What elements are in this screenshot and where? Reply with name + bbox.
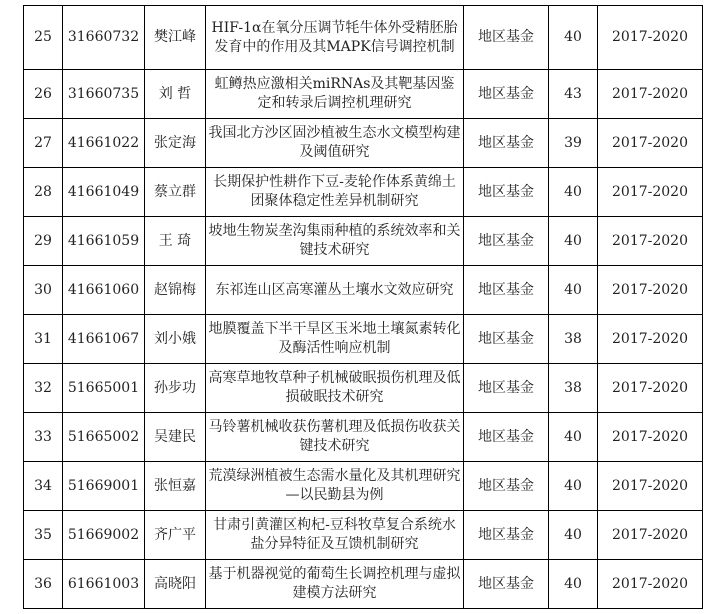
project-id: 41661059 [63, 217, 145, 266]
table-row [24, 217, 703, 266]
project-period: 2017-2020 [598, 364, 703, 413]
project-period: 2017-2020 [598, 560, 703, 609]
project-id: 41661049 [63, 168, 145, 217]
project-id: 51665001 [63, 364, 145, 413]
project-title: 坡地生物炭垄沟集雨种植的系统效率和关键技术研究 [206, 217, 464, 266]
fund-type: 地区基金 [464, 266, 549, 315]
project-period: 2017-2020 [598, 6, 703, 70]
table-row [24, 413, 703, 462]
fund-type: 地区基金 [464, 511, 549, 560]
fund-type: 地区基金 [464, 560, 549, 609]
project-period: 2017-2020 [598, 511, 703, 560]
row-number: 29 [24, 217, 63, 266]
project-id: 31660732 [63, 6, 145, 70]
project-period: 2017-2020 [598, 315, 703, 364]
table-row [24, 315, 703, 364]
fund-type: 地区基金 [464, 119, 549, 168]
row-number: 26 [24, 70, 63, 119]
principal-investigator: 吴建民 [145, 413, 206, 462]
row-number: 27 [24, 119, 63, 168]
table-row [24, 560, 703, 609]
fund-type: 地区基金 [464, 413, 549, 462]
principal-investigator: 张恒嘉 [145, 462, 206, 511]
principal-investigator: 张定海 [145, 119, 206, 168]
project-period: 2017-2020 [598, 217, 703, 266]
funding-amount: 40 [549, 266, 598, 315]
funding-amount: 39 [549, 119, 598, 168]
table-row [24, 266, 703, 315]
funding-amount: 40 [549, 413, 598, 462]
project-period: 2017-2020 [598, 70, 703, 119]
fund-type: 地区基金 [464, 168, 549, 217]
principal-investigator: 樊江峰 [145, 6, 206, 70]
funding-amount: 40 [549, 168, 598, 217]
fund-type: 地区基金 [464, 462, 549, 511]
project-title: 马铃薯机械收获伤薯机理及低损伤收获关键技术研究 [206, 413, 464, 462]
grants-table-body [24, 6, 703, 609]
project-title: 虹鳟热应激相关miRNAs及其靶基因鉴定和转录后调控机理研究 [206, 70, 464, 119]
funding-amount: 40 [549, 217, 598, 266]
project-title: 荒漠绿洲植被生态需水量化及其机理研究—以民勤县为例 [206, 462, 464, 511]
table-row [24, 168, 703, 217]
fund-type: 地区基金 [464, 364, 549, 413]
principal-investigator: 赵锦梅 [145, 266, 206, 315]
project-id: 31660735 [63, 70, 145, 119]
row-number: 30 [24, 266, 63, 315]
funding-amount: 40 [549, 560, 598, 609]
project-title: 长期保护性耕作下豆-麦轮作体系黄绵土团聚体稳定性差异机制研究 [206, 168, 464, 217]
principal-investigator: 蔡立群 [145, 168, 206, 217]
fund-type: 地区基金 [464, 217, 549, 266]
funding-amount: 40 [549, 511, 598, 560]
funding-amount: 38 [549, 364, 598, 413]
project-title: 基于机器视觉的葡萄生长调控机理与虚拟建模方法研究 [206, 560, 464, 609]
row-number: 31 [24, 315, 63, 364]
funding-amount: 38 [549, 315, 598, 364]
funding-amount: 43 [549, 70, 598, 119]
project-period: 2017-2020 [598, 266, 703, 315]
funding-amount: 40 [549, 462, 598, 511]
project-period: 2017-2020 [598, 119, 703, 168]
table-row [24, 364, 703, 413]
project-period: 2017-2020 [598, 168, 703, 217]
project-id: 61661003 [63, 560, 145, 609]
grants-table [23, 5, 703, 609]
principal-investigator: 高晓阳 [145, 560, 206, 609]
project-id: 51669002 [63, 511, 145, 560]
funding-amount: 40 [549, 6, 598, 70]
row-number: 32 [24, 364, 63, 413]
table-row [24, 119, 703, 168]
fund-type: 地区基金 [464, 6, 549, 70]
principal-investigator: 刘小娥 [145, 315, 206, 364]
row-number: 33 [24, 413, 63, 462]
principal-investigator: 王 琦 [145, 217, 206, 266]
table-row [24, 6, 703, 70]
project-title: 高寒草地牧草种子机械破眠损伤机理及低损破眠技术研究 [206, 364, 464, 413]
project-title: 甘肃引黄灌区枸杞-豆科牧草复合系统水盐分异特征及互馈机制研究 [206, 511, 464, 560]
principal-investigator: 孙步功 [145, 364, 206, 413]
project-id: 51669001 [63, 462, 145, 511]
row-number: 28 [24, 168, 63, 217]
row-number: 36 [24, 560, 63, 609]
table-row [24, 70, 703, 119]
row-number: 34 [24, 462, 63, 511]
project-title: 地膜覆盖下半干旱区玉米地土壤氮素转化及酶活性响应机制 [206, 315, 464, 364]
table-row [24, 462, 703, 511]
row-number: 25 [24, 6, 63, 70]
table-row [24, 511, 703, 560]
fund-type: 地区基金 [464, 70, 549, 119]
project-title: HIF-1α在氧分压调节牦牛体外受精胚胎发育中的作用及其MAPK信号调控机制 [206, 6, 464, 70]
project-title: 我国北方沙区固沙植被生态水文模型构建及阈值研究 [206, 119, 464, 168]
project-period: 2017-2020 [598, 462, 703, 511]
fund-type: 地区基金 [464, 315, 549, 364]
row-number: 35 [24, 511, 63, 560]
principal-investigator: 齐广平 [145, 511, 206, 560]
project-id: 41661067 [63, 315, 145, 364]
project-id: 41661060 [63, 266, 145, 315]
project-id: 51665002 [63, 413, 145, 462]
project-title: 东祁连山区高寒灌丛土壤水文效应研究 [206, 266, 464, 315]
project-id: 41661022 [63, 119, 145, 168]
project-period: 2017-2020 [598, 413, 703, 462]
principal-investigator: 刘 哲 [145, 70, 206, 119]
